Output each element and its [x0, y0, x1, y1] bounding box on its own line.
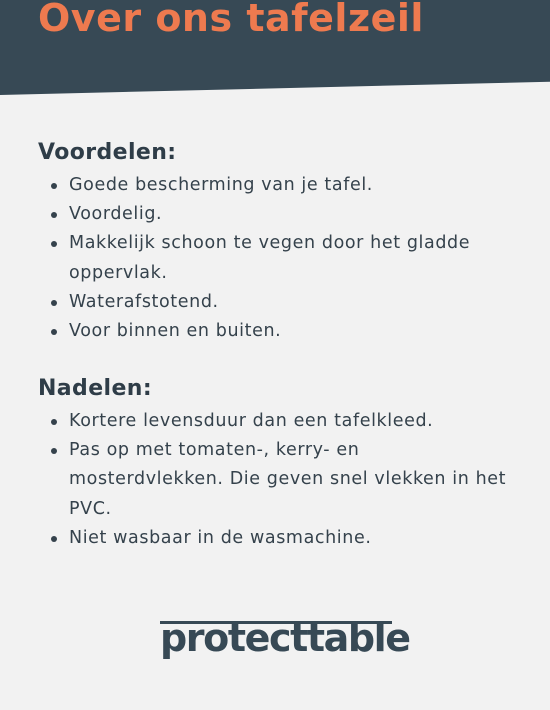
brand-logo [160, 615, 410, 665]
advantages-heading: Voordelen: [38, 140, 177, 165]
list-item-text: Kortere levensduur dan een tafelkleed. [69, 411, 434, 431]
list-item [38, 317, 518, 346]
bullet-icon [51, 241, 57, 247]
bullet-icon [51, 448, 57, 454]
bullet-icon [51, 300, 57, 306]
list-item [38, 200, 518, 229]
list-item-text: Voordelig. [69, 204, 163, 225]
list-item [38, 524, 518, 553]
list-item [38, 171, 518, 200]
logo-text: protecttable [160, 616, 410, 660]
list-item [38, 436, 518, 524]
bullet-icon [51, 419, 57, 425]
list-item [38, 407, 518, 436]
bullet-icon [51, 329, 57, 335]
list-item-text: Goede bescherming van je tafel. [69, 175, 373, 195]
bullet-icon [51, 536, 57, 542]
list-item [38, 288, 518, 317]
advantages-section [38, 137, 518, 346]
bullet-icon [51, 212, 57, 218]
list-item-text: Makkelijk schoon te vegen door het gladde oppervlak. [69, 233, 471, 283]
page-title: Over ons tafelzeil [38, 0, 424, 40]
list-item [38, 229, 518, 287]
disadvantages-section [38, 373, 518, 553]
disadvantages-list [38, 407, 518, 553]
list-item-text: Pas op met tomaten-, kerry- en mosterdvlekken. Die geven snel vlekken in het PVC. [69, 440, 507, 519]
advantages-list [38, 171, 518, 346]
bullet-icon [51, 183, 57, 189]
list-item-text: Niet wasbaar in de wasmachine. [69, 527, 372, 548]
disadvantages-heading: Nadelen: [38, 376, 153, 401]
list-item-text: Waterafstotend. [69, 291, 219, 312]
list-item-text: Voor binnen en buiten. [69, 321, 282, 342]
